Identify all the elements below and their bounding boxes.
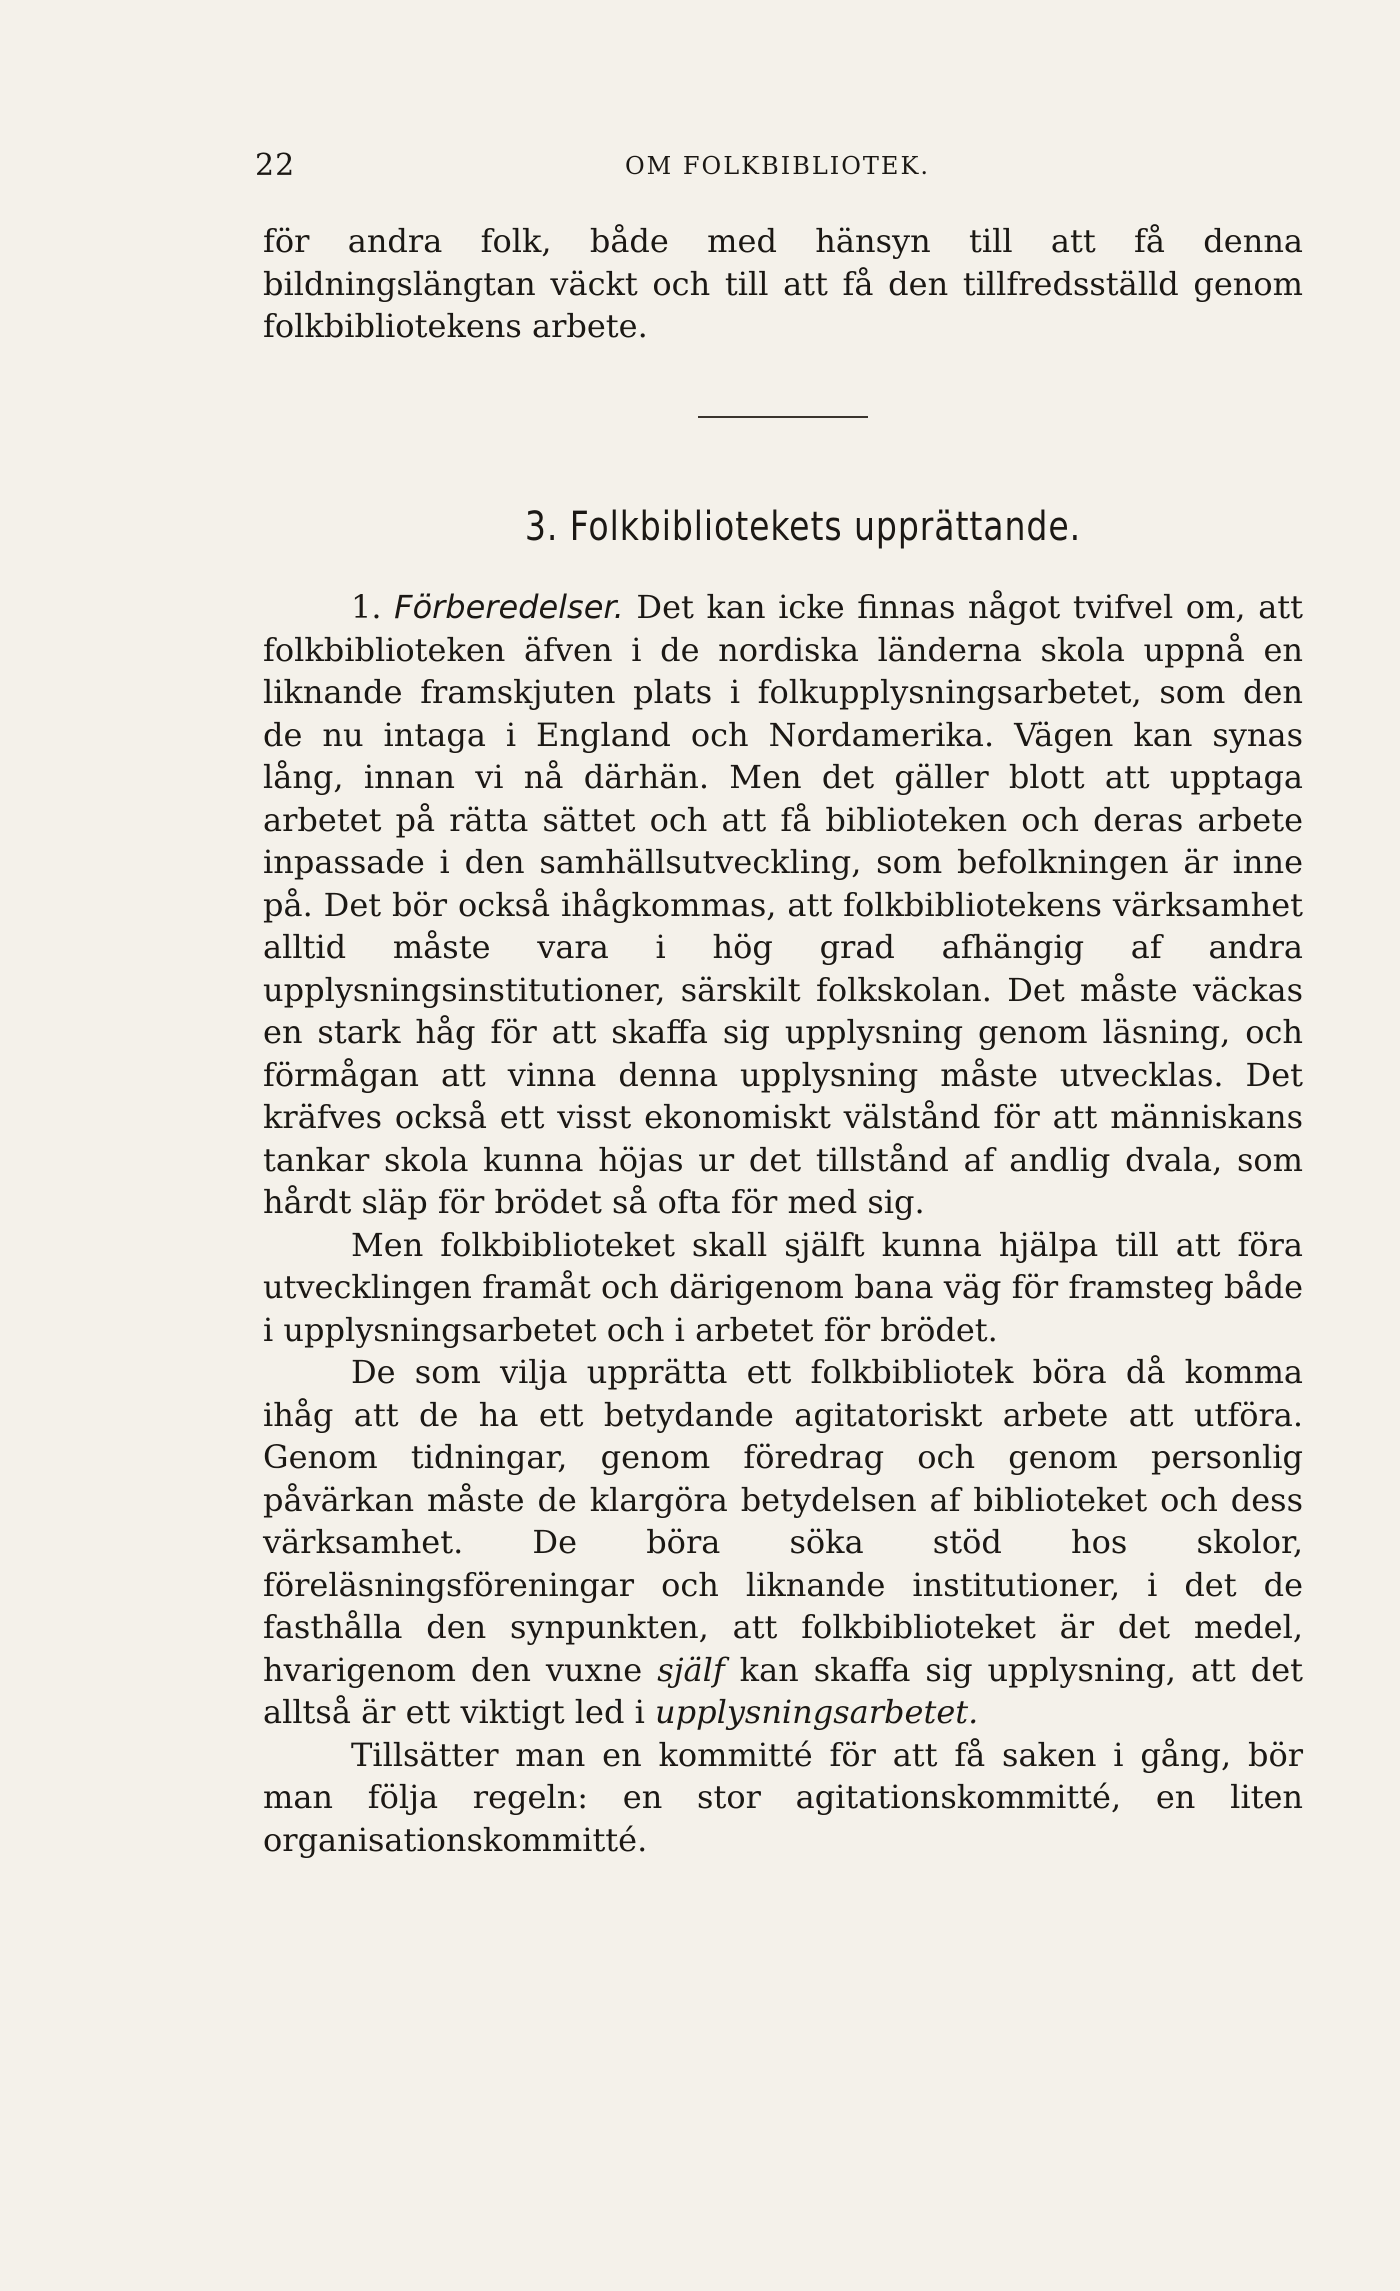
- paragraph-3: [263, 1351, 1303, 1734]
- paragraph-1: [263, 586, 1303, 1224]
- page-number: 22: [255, 148, 296, 183]
- running-head: OM FOLKBIBLIOTEK.: [625, 152, 931, 180]
- sub-number: 1.: [351, 588, 382, 626]
- paragraph-2: Men folkbiblioteket skall själft kunna hjälpa till att föra utvecklingen framåt och därigenom bana väg för framsteg både i upplysningsarbetet och i arbetet för brödet.: [263, 1225, 1303, 1349]
- section-divider: [698, 416, 868, 418]
- page-body: [263, 220, 1303, 1861]
- paragraph-4: Tillsätter man en kommitté för att få saken i gång, bör man följa regeln: en stor agitationskommitté, en liten organisationskommitté.: [263, 1735, 1303, 1859]
- page-header: [255, 148, 1305, 188]
- paragraph-3-text-b: kan skaffa sig upplysning, att det alltså är ett viktigt led i: [263, 1650, 1304, 1731]
- paragraph-1-text: Det kan icke finnas något tvifvel om, att folkbiblioteken äfven i de nordiska länderna skola uppnå en liknande framskjuten plats i folkupplysningsarbetet, som den de nu intaga i England och Nordamerika. Vägen kan synas lång, innan vi nå därhän. Men det gäller blott att upptaga arbetet på rätta sättet och att få biblioteken och deras arbete inpassade i den samhällsutveckling, som befolkningen är inne på. Det bör också ihågkommas, att folkbibliotekens värksamhet alltid måste vara i hög grad afhängig af andra upplysningsinstitutioner, särskilt folkskolan. Det måste väckas en stark håg för att skaffa sig upplysning genom läsning, och förmågan att vinna denna upplysning måste utvecklas. Det kräfves också ett visst ekonomiskt välstånd för att människans tankar skola kunna höjas ur det tillstånd af andlig dvala, som hårdt släp för brödet så ofta för med sig.: [263, 588, 1303, 1221]
- section-title: 3. Folkbibliotekets upprättande.: [524, 503, 1082, 550]
- emphasis-upplysningsarbetet: upplysningsarbetet.: [655, 1693, 979, 1731]
- sub-heading: Förberedelser.: [394, 588, 624, 626]
- paragraph-3-text-a: De som vilja upprätta ett folkbibliotek böra då komma ihåg att de ha ett betydande agitatoriskt arbete att utföra. Genom tidningar, genom föredrag och genom personlig påvärkan måste de klargöra betydelsen af biblioteket och dess värksamhet. De böra söka stöd hos skolor, föreläsningsföreningar och liknande institutioner, i det de fasthålla den synpunkten, att folkbiblioteket är det medel, hvarigenom den vuxne: [263, 1353, 1303, 1689]
- intro-paragraph: för andra folk, både med hänsyn till att få denna bildningslängtan väckt och till att få den tillfredsställd genom folkbibliotekens arbete.: [263, 222, 1303, 345]
- emphasis-sjalf: själf: [657, 1650, 725, 1689]
